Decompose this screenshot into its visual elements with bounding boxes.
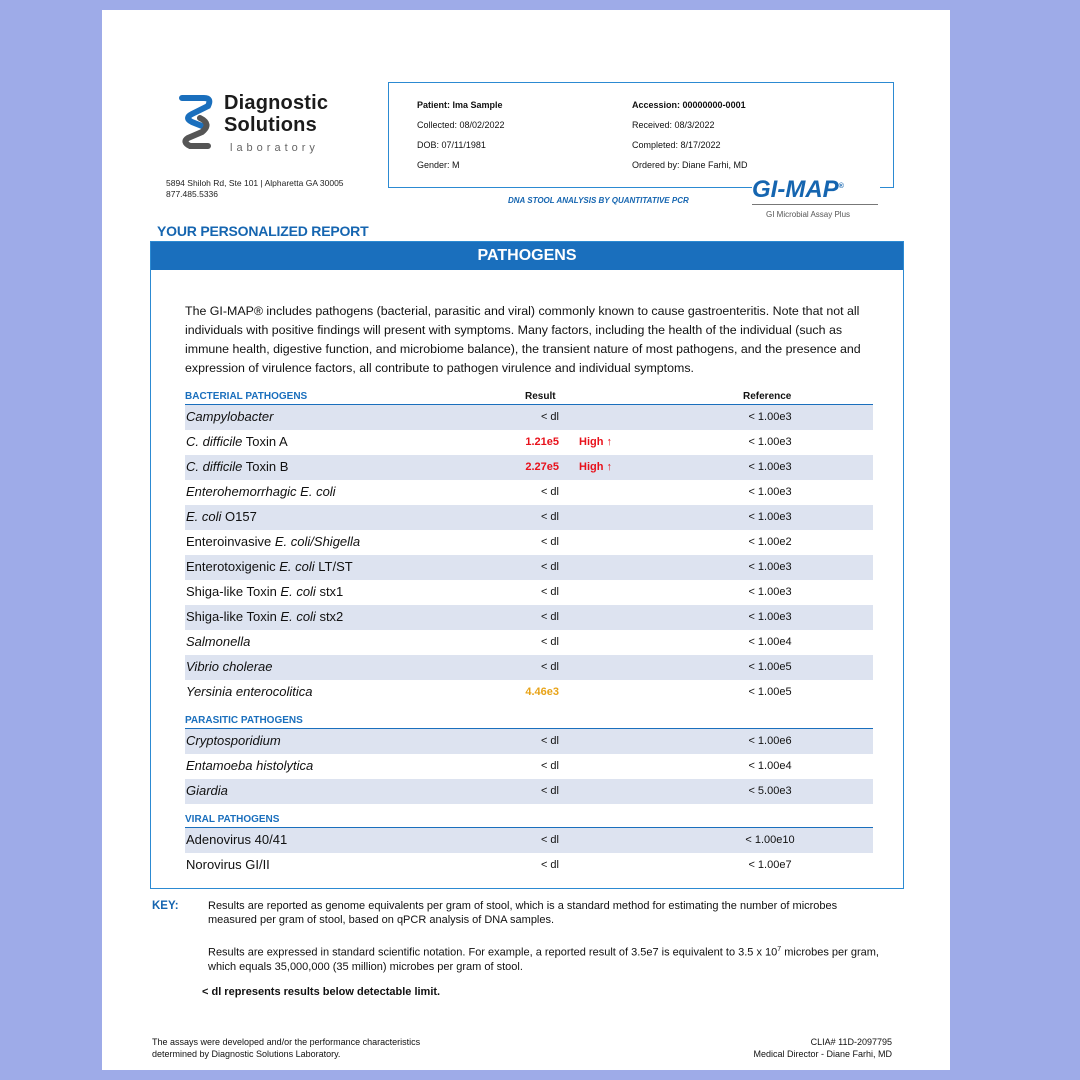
patient-info-box [388, 82, 894, 188]
gender: Gender: M [417, 160, 460, 170]
pathogen-name-italic: Giardia [186, 783, 228, 798]
gimap-subtitle: GI Microbial Assay Plus [766, 210, 851, 219]
table-row [185, 455, 873, 480]
pathogen-name [186, 534, 360, 549]
result-value: 1.21e5 [525, 436, 559, 448]
result-value: < dl [540, 834, 559, 846]
pathogen-name [186, 559, 353, 574]
pathogen-name-italic: E. coli [186, 509, 222, 524]
table-row [185, 555, 873, 580]
pathogen-name-prefix: Shiga-like Toxin [186, 584, 281, 599]
key-paragraph-2 [208, 943, 888, 974]
lab-name-line1: Diagnostic [224, 92, 329, 114]
accession: Accession: 00000000-0001 [632, 100, 746, 110]
reference-value: < 1.00e3 [748, 486, 792, 498]
pathogen-name-italic: C. difficile [186, 434, 243, 449]
result-value: < dl [540, 636, 559, 648]
completed-date: Completed: 8/17/2022 [632, 140, 721, 150]
reference-value: < 5.00e3 [748, 785, 792, 797]
reference-value: < 1.00e3 [748, 436, 792, 448]
pathogen-name [186, 634, 250, 649]
pathogen-name-italic: Entamoeba histolytica [186, 758, 314, 773]
reference-value: < 1.00e3 [748, 561, 792, 573]
reference-value: < 1.00e5 [748, 661, 792, 673]
pathogen-table [185, 387, 873, 878]
reference-value: < 1.00e5 [748, 686, 792, 698]
pathogen-name [186, 434, 288, 449]
result-value: < dl [540, 486, 559, 498]
key-paragraph-1: Results are reported as genome equivalents per gram of stool, which is a standard method for estimating the number of microbes measured per gram of stool, based on qPCR analysis of DNA samples. [208, 900, 838, 926]
pathogen-name-suffix: Toxin A [242, 434, 288, 449]
pathogen-name-italic: E. coli [280, 584, 316, 599]
table-row [185, 605, 873, 630]
collected-date: Collected: 08/02/2022 [417, 120, 505, 130]
key-p2-exponent: 7 [777, 946, 782, 953]
pathogen-name-italic: Campylobacter [186, 409, 274, 424]
pathogen-name [186, 783, 228, 798]
pathogen-name [186, 684, 312, 699]
pathogen-name [186, 733, 281, 748]
footer-left-line2: determined by Diagnostic Solutions Laboratory. [152, 1049, 341, 1059]
key-p2-end: microbes per gram, which equals 35,000,000 (35 million) microbes per gram of stool. [208, 946, 879, 973]
table-row [185, 729, 873, 754]
lab-name-line2: Solutions [224, 114, 317, 136]
key-label: KEY: [152, 900, 179, 912]
pathogen-name-italic: Vibrio cholerae [186, 659, 273, 674]
table-row [185, 853, 873, 878]
reference-value: < 1.00e7 [748, 859, 792, 871]
section-title: VIRAL PATHOGENS [185, 814, 280, 825]
lab-logo-icon [178, 94, 218, 152]
table-row [185, 630, 873, 655]
table-row [185, 754, 873, 779]
table-row [185, 480, 873, 505]
dob: DOB: 07/11/1981 [417, 140, 486, 150]
result-value: < dl [540, 561, 559, 573]
pathogen-name [186, 857, 270, 872]
result-value: 2.27e5 [525, 461, 559, 473]
pathogen-name-italic: Salmonella [186, 634, 251, 649]
section-title: BACTERIAL PATHOGENS [185, 391, 308, 402]
patient-name: Patient: Ima Sample [417, 100, 503, 110]
pathogen-name [186, 509, 257, 524]
result-value: < dl [540, 785, 559, 797]
table-row [185, 530, 873, 555]
lab-phone: 877.485.5336 [166, 189, 218, 199]
report-page [102, 10, 950, 1070]
pathogen-name-italic: Yersinia enterocolitica [186, 684, 313, 699]
pathogen-name [186, 758, 313, 773]
table-row [185, 828, 873, 853]
result-value: < dl [540, 411, 559, 423]
result-value: < dl [540, 735, 559, 747]
result-value: 4.46e3 [525, 686, 559, 698]
pathogen-name-prefix: Norovirus GI/II [186, 857, 270, 872]
table-row [185, 655, 873, 680]
reference-value: < 1.00e4 [748, 760, 792, 772]
pathogen-name [186, 832, 287, 847]
result-value: < dl [540, 760, 559, 772]
pathogen-name-suffix: stx2 [315, 609, 344, 624]
medical-director: Medical Director - Diane Farhi, MD [753, 1049, 892, 1059]
pathogen-name [186, 609, 343, 624]
pathogen-name-italic: Cryptosporidium [186, 733, 281, 748]
pathogen-name-suffix: stx1 [315, 584, 344, 599]
ordered-by: Ordered by: Diane Farhi, MD [632, 160, 748, 170]
pathogen-name-italic: C. difficile [186, 459, 243, 474]
section-title: PARASITIC PATHOGENS [185, 715, 303, 726]
clia-number: CLIA# 11D-2097795 [810, 1037, 892, 1047]
result-value: < dl [540, 511, 559, 523]
footer-left-line1: The assays were developed and/or the performance characteristics [152, 1037, 421, 1047]
section-title: PATHOGENS [151, 242, 903, 270]
pathogen-name-prefix: Enteroinvasive [186, 534, 275, 549]
gimap-registered-mark: ® [838, 183, 844, 190]
reference-value: < 1.00e6 [748, 735, 792, 747]
pathogen-name-italic: E. coli [279, 559, 315, 574]
received-date: Received: 08/3/2022 [632, 120, 715, 130]
reference-value: < 1.00e3 [748, 461, 792, 473]
section-header [185, 810, 873, 828]
gimap-rule [752, 204, 878, 205]
reference-value: < 1.00e3 [748, 411, 792, 423]
reference-value: < 1.00e2 [748, 536, 792, 548]
table-row [185, 505, 873, 530]
gimap-logo-text: GI-MAP [752, 176, 839, 203]
footer-left [152, 1036, 420, 1060]
pathogen-name-prefix: Shiga-like Toxin [186, 609, 281, 624]
result-value: < dl [540, 661, 559, 673]
product-tagline: DNA STOOL ANALYSIS BY QUANTITATIVE PCR [508, 196, 689, 205]
dl-note: < dl represents results below detectable limit. [202, 986, 441, 998]
key-p2-start: Results are expressed in standard scientific notation. For example, a reported result of 3.5e7 is equivalent to 3.5 x 10 [208, 946, 778, 959]
table-row [185, 580, 873, 605]
reference-value: < 1.00e3 [748, 611, 792, 623]
section-header [185, 711, 873, 729]
pathogen-name [186, 459, 288, 474]
result-value: < dl [540, 859, 559, 871]
pathogen-name-prefix: Enterotoxigenic [186, 559, 280, 574]
result-value: < dl [540, 586, 559, 598]
reference-value: < 1.00e4 [748, 636, 792, 648]
lab-logo [178, 92, 368, 164]
pathogen-name-italic: Enterohemorrhagic E. coli [186, 484, 336, 499]
pathogen-name [186, 659, 272, 674]
table-row [185, 779, 873, 804]
gimap-logo [752, 174, 880, 222]
gimap-wordmark [752, 176, 844, 204]
pathogen-name-italic: E. coli/Shigella [274, 534, 361, 549]
lab-address: 5894 Shiloh Rd, Ste 101 | Alpharetta GA 30005 [166, 178, 344, 188]
lab-address-block [166, 178, 344, 200]
pathogen-name-suffix: Toxin B [242, 459, 289, 474]
pathogen-name-italic: E. coli [280, 609, 316, 624]
reference-value: < 1.00e10 [745, 834, 795, 846]
pathogen-name [186, 409, 273, 424]
high-flag: High ↑ [579, 436, 612, 448]
report-title: YOUR PERSONALIZED REPORT [157, 223, 369, 239]
high-flag: High ↑ [579, 461, 612, 473]
pathogens-panel [150, 241, 904, 889]
reference-value: < 1.00e3 [748, 586, 792, 598]
result-value: < dl [540, 611, 559, 623]
pathogen-name-suffix: O157 [221, 509, 257, 524]
section-header [185, 387, 873, 405]
result-value: < dl [540, 536, 559, 548]
table-row [185, 405, 873, 430]
reference-value: < 1.00e3 [748, 511, 792, 523]
table-row [185, 680, 873, 705]
table-row [185, 430, 873, 455]
reference-column-header: Reference [743, 391, 792, 402]
pathogen-name-suffix: LT/ST [314, 559, 353, 574]
footer-right [753, 1036, 892, 1060]
pathogen-name-prefix: Adenovirus 40/41 [186, 832, 288, 847]
lab-name-line3: laboratory [230, 142, 319, 154]
pathogen-name [186, 584, 343, 599]
pathogen-name [186, 484, 336, 499]
result-column-header: Result [525, 391, 556, 402]
intro-paragraph: The GI-MAP® includes pathogens (bacterial, parasitic and viral) commonly known to cause gastroenteritis. Note that not all individuals with positive findings will present with symptoms. Many factors, including the health of the individual (such as immune health, digestive function, and microbiome balance), the transient nature of most pathogens, and the presence and expression of virulence factors, all contribute to pathogen virulence and individual symptoms. [185, 304, 861, 375]
